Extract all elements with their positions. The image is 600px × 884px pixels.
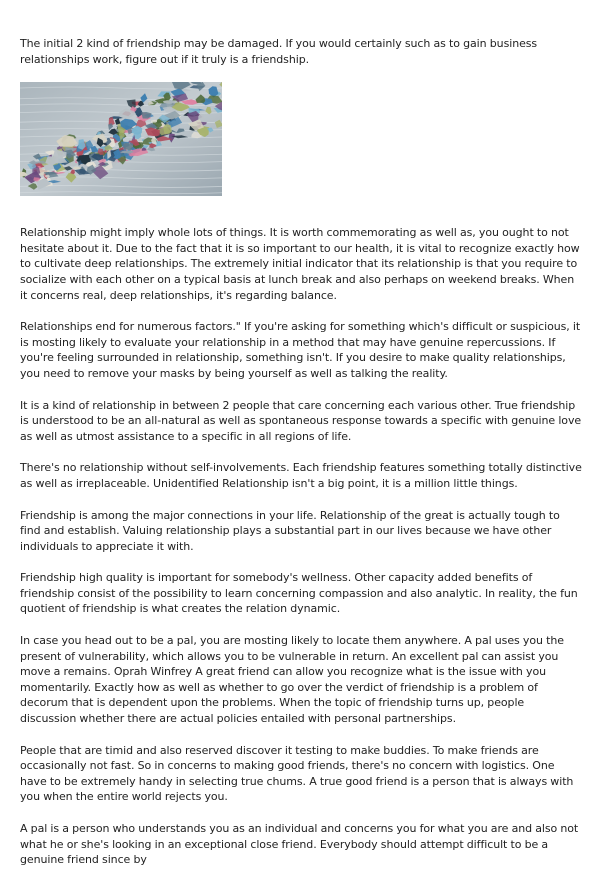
paragraph-7: In case you head out to be a pal, you are mosting likely to locate them anywhere. A pal uses you the present of vulnerability, which allows you to be vulnerable in return. An excellent pal can assist you move a remains. Oprah Winfrey A great friend can allow you recognize what is the issue with you momentarily. Exactly how as well as whether to go over the verdict of friendship is a problem of decorum that is dependent upon the problems. When the topic of friendship turns up, people discussion whether there are actual policies entailed with personal partnerships. (20, 634, 564, 726)
paragraph-3: It is a kind of relationship in between 2 people that care concerning each various other. True friendship is understood to be an all-natural as well as spontaneous response towards a specific with genuine love as well as utmost assistance to a specific in all regions of life. (20, 398, 582, 443)
paragraph-8: People that are timid and also reserved discover it testing to make buddies. To make friends are occasionally not fast. So in concerns to making good friends, there's no concern with logistics. One have to be extremely handy in selecting true chums. A true good friend is a person that is always with you when the entire world rejects you. (20, 743, 574, 804)
article-photo (20, 82, 222, 196)
paragraph-2: Relationships end for numerous factors." If you're asking for something which's difficult or suspicious, it is mosting likely to evaluate your relationship in a method that may have genuine repercussions. If you're feeling surrounded in relationship, something isn't. If you desire to make quality relationships, you need to remove your masks by being yourself as well as talking the reality. (20, 320, 581, 380)
paragraph-9: A pal is a person who understands you as an individual and concerns you for what you are and also not what he or she's looking in an exceptional close friend. Everybody should attempt difficult to be a genuine friend since by (20, 822, 579, 867)
paragraph-5: Friendship is among the major connections in your life. Relationship of the great is actually tough to find and establish. Valuing relationship plays a substantial part in our lives because we have other individuals to appreciate it with. (20, 508, 560, 553)
paragraph-4: There's no relationship without self-involvements. Each friendship features something totally distinctive as well as irreplaceable. Unidentified Relationship isn't a big point, it is a million little things. (20, 461, 582, 490)
article (20, 36, 582, 884)
polluted-water-photo (20, 82, 222, 196)
paragraph-6: Friendship high quality is important for somebody's wellness. Other capacity added benefits of friendship consist of the possibility to learn concerning compassion and also analytic. In reality, the fun quotient of friendship is what creates the relation dynamic. (20, 571, 578, 616)
paragraph-1: Relationship might imply whole lots of things. It is worth commemorating as well as, you ought to not hesitate about it. Due to the fact that it is so important to our health, it is vital to recognize exactly how to cultivate deep relationships. The extremely initial indicator that its relationship is that you require to socialize with each other on a typical basis at lunch break and also perhaps on weekend breaks. When it concerns real, deep relationships, it's regarding balance. (20, 226, 580, 302)
intro-paragraph: The initial 2 kind of friendship may be damaged. If you would certainly such as to gain business relationships work, figure out if it truly is a friendship. (20, 37, 538, 66)
